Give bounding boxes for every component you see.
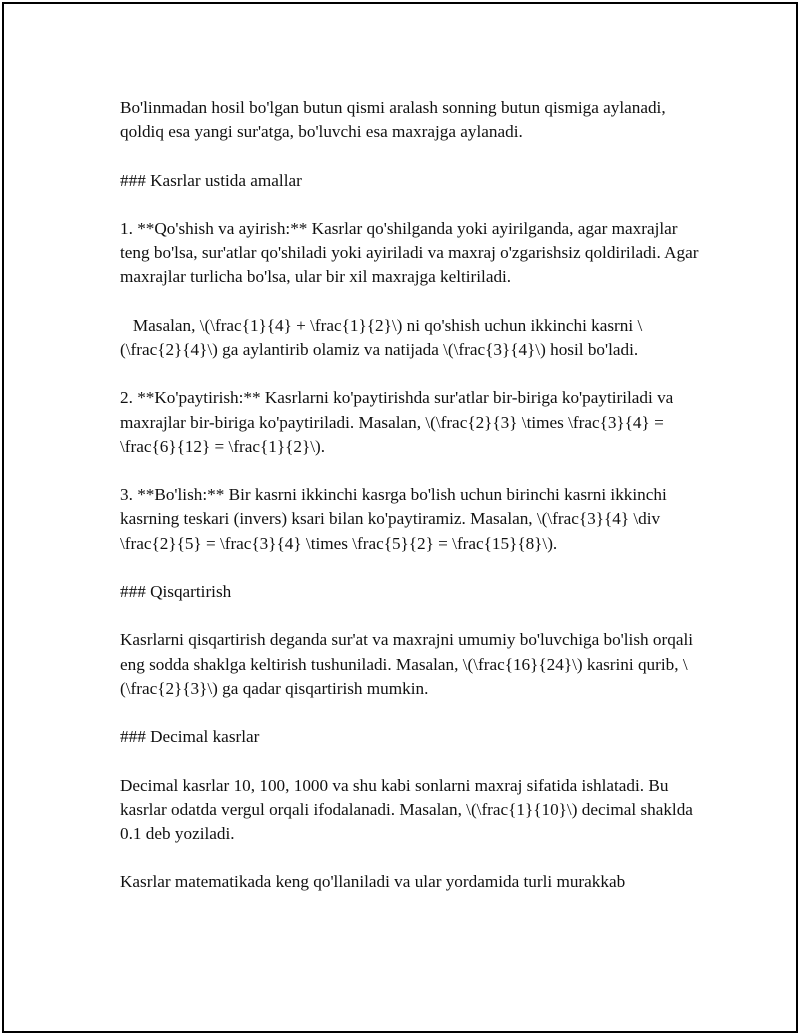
paragraph-multiplication: 2. **Ko'paytirish:** Kasrlarni ko'paytirishda sur'atlar bir-biriga ko'paytiriladi va maxrajlar bir-biriga ko'paytiriladi. Masalan, \(\frac{2}{3} \times \frac{3}{4} = \frac{6}{12} = \frac{1}{2}\).	[120, 388, 678, 456]
paragraph-division: 3. **Bo'lish:** Bir kasrni ikkinchi kasrga bo'lish uchun birinchi kasrni ikkinchi kasrning teskari (invers) ksari bilan ko'paytiramiz. Masalan, \(\frac{3}{4} \div \frac{2}{5} = \frac{3}{4} \times \frac{5}{2} = \frac{15}{8}\).	[120, 485, 672, 553]
paragraph-decimal-fractions: Decimal kasrlar 10, 100, 1000 va shu kabi sonlarni maxraj sifatida ishlatadi. Bu kasrlar odatda vergul orqali ifodalanadi. Masalan, \(\frac{1}{10}\) decimal shaklda 0.1 deb yoziladi.	[120, 775, 698, 843]
paragraph-addition-subtraction: 1. **Qo'shish va ayirish:** Kasrlar qo'shilganda yoki ayirilganda, agar maxrajlar teng bo'lsa, sur'atlar qo'shiladi yoki ayiriladi va maxraj o'zgarishsiz qoldiriladi. Agar maxrajlar turlicha bo'lsa, ular bir xil maxrajga keltiriladi.	[120, 218, 703, 287]
document-body	[120, 96, 703, 919]
paragraph-conclusion: Kasrlar matematikada keng qo'llaniladi va ular yordamida turli murakkab	[120, 872, 626, 892]
paragraph-mixed-number: Bo'linmadan hosil bo'lgan butun qismi aralash sonning butun qismiga aylanadi, qoldiq esa yangi sur'atga, bo'luvchi esa maxrajga aylanadi.	[120, 98, 670, 142]
heading-fraction-operations: ### Kasrlar ustida amallar	[120, 170, 302, 190]
heading-simplification: ### Qisqartirish	[120, 581, 232, 601]
document-page	[2, 2, 798, 1033]
heading-decimal-fractions: ### Decimal kasrlar	[120, 727, 260, 747]
paragraph-addition-example: Masalan, \(\frac{1}{4} + \frac{1}{2}\) ni qo'shish uchun ikkinchi kasrni \(\frac{2}{4}\) ga aylantirib olamiz va natijada \(\frac{3}{4}\) hosil bo'ladi.	[120, 315, 643, 359]
paragraph-simplification: Kasrlarni qisqartirish deganda sur'at va maxrajni umumiy bo'luvchiga bo'lish orqali eng sodda shaklga keltirish tushuniladi. Masalan, \(\frac{16}{24}\) kasrini qurib, \(\frac{2}{3}\) ga qadar qisqartirish mumkin.	[120, 630, 698, 698]
